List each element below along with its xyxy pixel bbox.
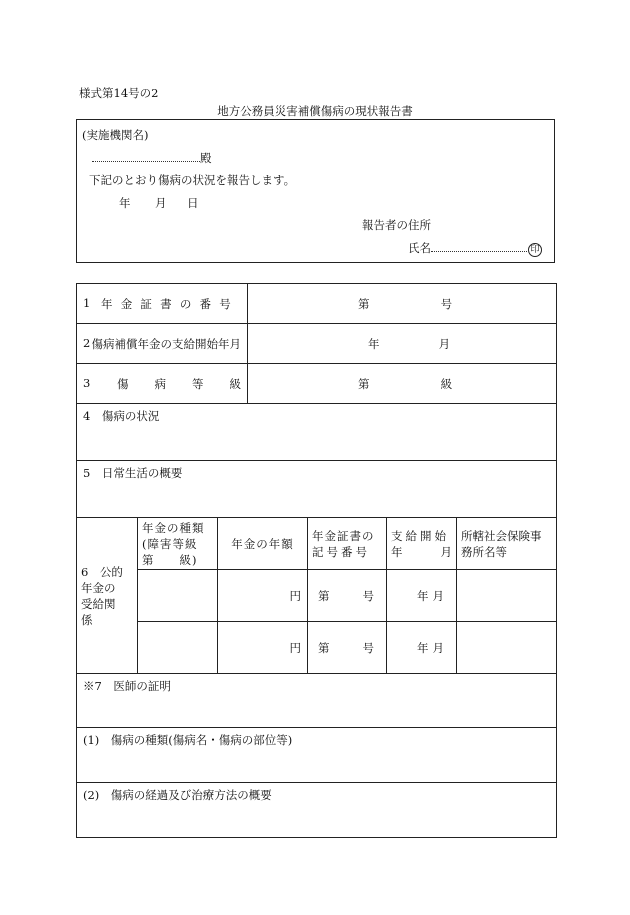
- row-label: 傷病等級: [117, 376, 268, 391]
- payment-start-cell[interactable]: 年 月: [387, 570, 457, 622]
- row-daily-life: [77, 461, 557, 518]
- row-injury-status: [77, 404, 557, 461]
- certificate-code-cell[interactable]: 第 号: [308, 570, 387, 622]
- row-label: 傷病補償年金の支給開始年月: [91, 336, 242, 351]
- social-insurance-office-cell[interactable]: [457, 622, 557, 674]
- pension-type-cell[interactable]: [138, 622, 218, 674]
- pension-amount-cell[interactable]: 円: [218, 570, 308, 622]
- row-number: 2: [83, 335, 91, 350]
- row-start-date: [77, 324, 557, 364]
- row-pension-certificate: [77, 284, 557, 324]
- reporter-address-label: 報告者の住所: [362, 218, 431, 232]
- injury-status-cell[interactable]: 4 傷病の状況: [77, 404, 557, 461]
- injury-type-row: [77, 728, 557, 783]
- payment-start-header: 支給開始 年 月: [387, 518, 457, 570]
- row-label: 年金証書の番号: [101, 296, 239, 311]
- agency-name-field[interactable]: [92, 149, 200, 162]
- agency-label: (実施機関名): [82, 128, 149, 142]
- treatment-summary-cell[interactable]: (2) 傷病の経過及び治療方法の概要: [77, 783, 557, 838]
- injury-grade-cell[interactable]: 第 級: [248, 364, 557, 404]
- certificate-code-header: 年金証書の 記号番号: [308, 518, 387, 570]
- date-year: 年: [119, 196, 131, 210]
- reporter-name-label: 氏名: [408, 241, 431, 255]
- treatment-summary-row: [77, 783, 557, 838]
- row-number: 1: [83, 295, 91, 310]
- social-insurance-office-header: 所轄社会保険事 務所名等: [457, 518, 557, 570]
- pension-header-row: [77, 518, 557, 570]
- public-pension-label: 6 公的年金の受給関係: [77, 518, 138, 674]
- form-number: 様式第14号の2: [79, 86, 159, 100]
- document-title: 地方公務員災害補償傷病の現状報告書: [217, 104, 413, 118]
- daily-life-cell[interactable]: 5 日常生活の概要: [77, 461, 557, 518]
- pension-type-header: 年金の種類 (障害等級 第 級): [138, 518, 218, 570]
- start-date-cell[interactable]: 年 月: [248, 324, 557, 364]
- pension-amount-cell[interactable]: 円: [218, 622, 308, 674]
- pension-amount-header: 年金の年額: [218, 518, 308, 570]
- doctor-certificate-row: [77, 674, 557, 728]
- row-number: 3: [83, 375, 91, 390]
- pension-row-1: [77, 570, 557, 622]
- pension-row-2: [77, 622, 557, 674]
- statement-text: 下記のとおり傷病の状況を報告します。: [89, 173, 296, 187]
- payment-start-cell[interactable]: 年 月: [387, 622, 457, 674]
- social-insurance-office-cell[interactable]: [457, 570, 557, 622]
- reporter-name-field[interactable]: [431, 239, 527, 252]
- row-injury-grade: [77, 364, 557, 404]
- injury-type-cell[interactable]: (1) 傷病の種類(傷病名・傷病の部位等): [77, 728, 557, 783]
- agency-name-line: [92, 149, 212, 166]
- report-table: [76, 283, 557, 838]
- report-header-box: [76, 119, 555, 263]
- doctor-certificate-title: ※7 医師の証明: [77, 674, 557, 728]
- honorific: 殿: [200, 151, 212, 165]
- date-month: 月: [155, 196, 167, 210]
- certificate-number-cell[interactable]: 第 号: [248, 284, 557, 324]
- seal-mark: 印: [528, 243, 542, 257]
- date-day: 日: [187, 196, 199, 210]
- reporter-name-line: [408, 239, 542, 257]
- certificate-code-cell[interactable]: 第 号: [308, 622, 387, 674]
- pension-type-cell[interactable]: [138, 570, 218, 622]
